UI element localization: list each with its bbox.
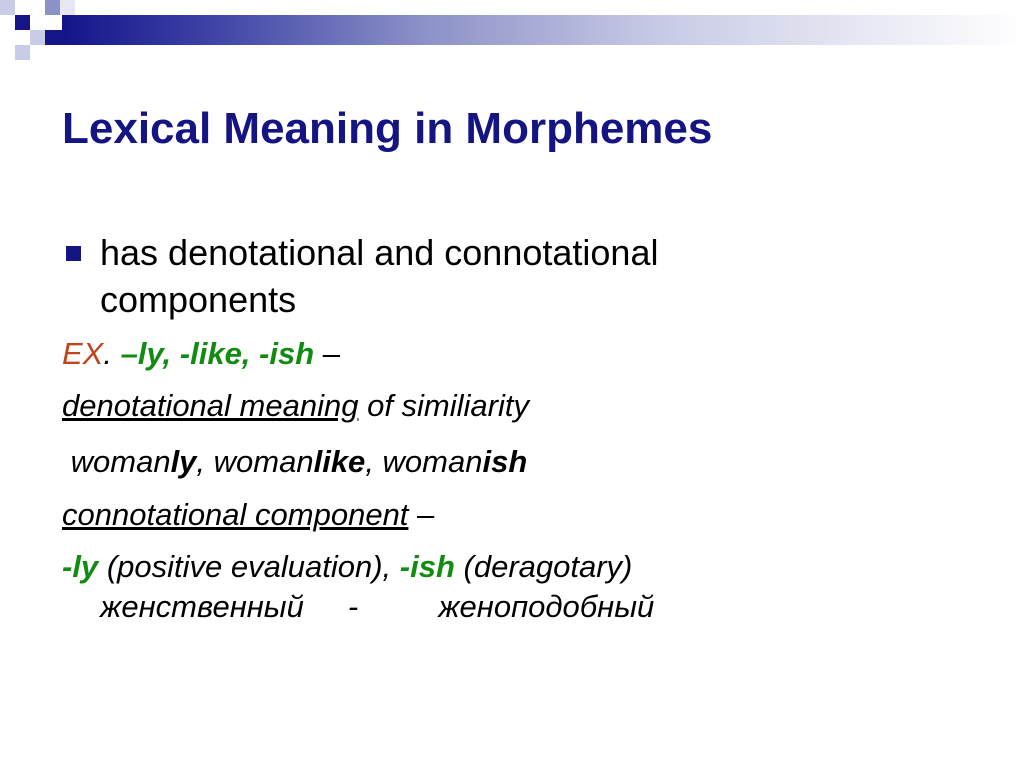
example-suffix: ly — [170, 444, 197, 479]
example-word: woman — [70, 444, 171, 479]
example-separator: , — [365, 444, 383, 479]
header-square — [0, 0, 15, 15]
russian-line — [100, 589, 654, 625]
example-word: woman — [382, 444, 483, 479]
square-bullet-icon — [66, 246, 81, 261]
header-square — [15, 45, 30, 60]
ly-description: (positive evaluation), — [106, 549, 392, 584]
example-suffix: ish — [482, 444, 528, 479]
connotational-dash: – — [417, 497, 435, 532]
header-square — [45, 30, 62, 45]
russian-word-2: женоподобный — [438, 589, 655, 624]
suffix-ish: -ish — [399, 549, 455, 584]
ex-suffixes: –ly, -like, -ish — [120, 336, 315, 371]
header-square — [15, 15, 30, 30]
bullet-text: has denotational and connotational components — [100, 232, 659, 320]
ex-dot: . — [103, 336, 112, 371]
denotational-line — [62, 388, 529, 424]
example-line — [62, 336, 340, 372]
example-suffix: like — [313, 444, 366, 479]
denotational-label: denotational meaning — [62, 388, 359, 423]
suffix-ly: -ly — [62, 549, 99, 584]
ex-dash: – — [322, 336, 341, 371]
header-square — [45, 0, 60, 15]
russian-dash: - — [347, 589, 359, 624]
example-word: woman — [213, 444, 314, 479]
header-square — [60, 0, 75, 15]
example-separator: , — [196, 444, 214, 479]
ish-description: (deragotary) — [463, 549, 633, 584]
connotational-line — [62, 497, 434, 533]
header-gradient-bar — [62, 15, 1024, 45]
russian-word-1: женственный — [100, 589, 304, 624]
denotational-rest: of similiarity — [367, 388, 529, 423]
slide-title: Lexical Meaning in Morphemes — [62, 104, 713, 153]
header-square — [30, 30, 45, 45]
evaluation-line — [62, 549, 632, 585]
examples-line — [62, 444, 527, 480]
connotational-label: connotational component — [62, 497, 409, 532]
ex-label: EX — [62, 336, 104, 371]
